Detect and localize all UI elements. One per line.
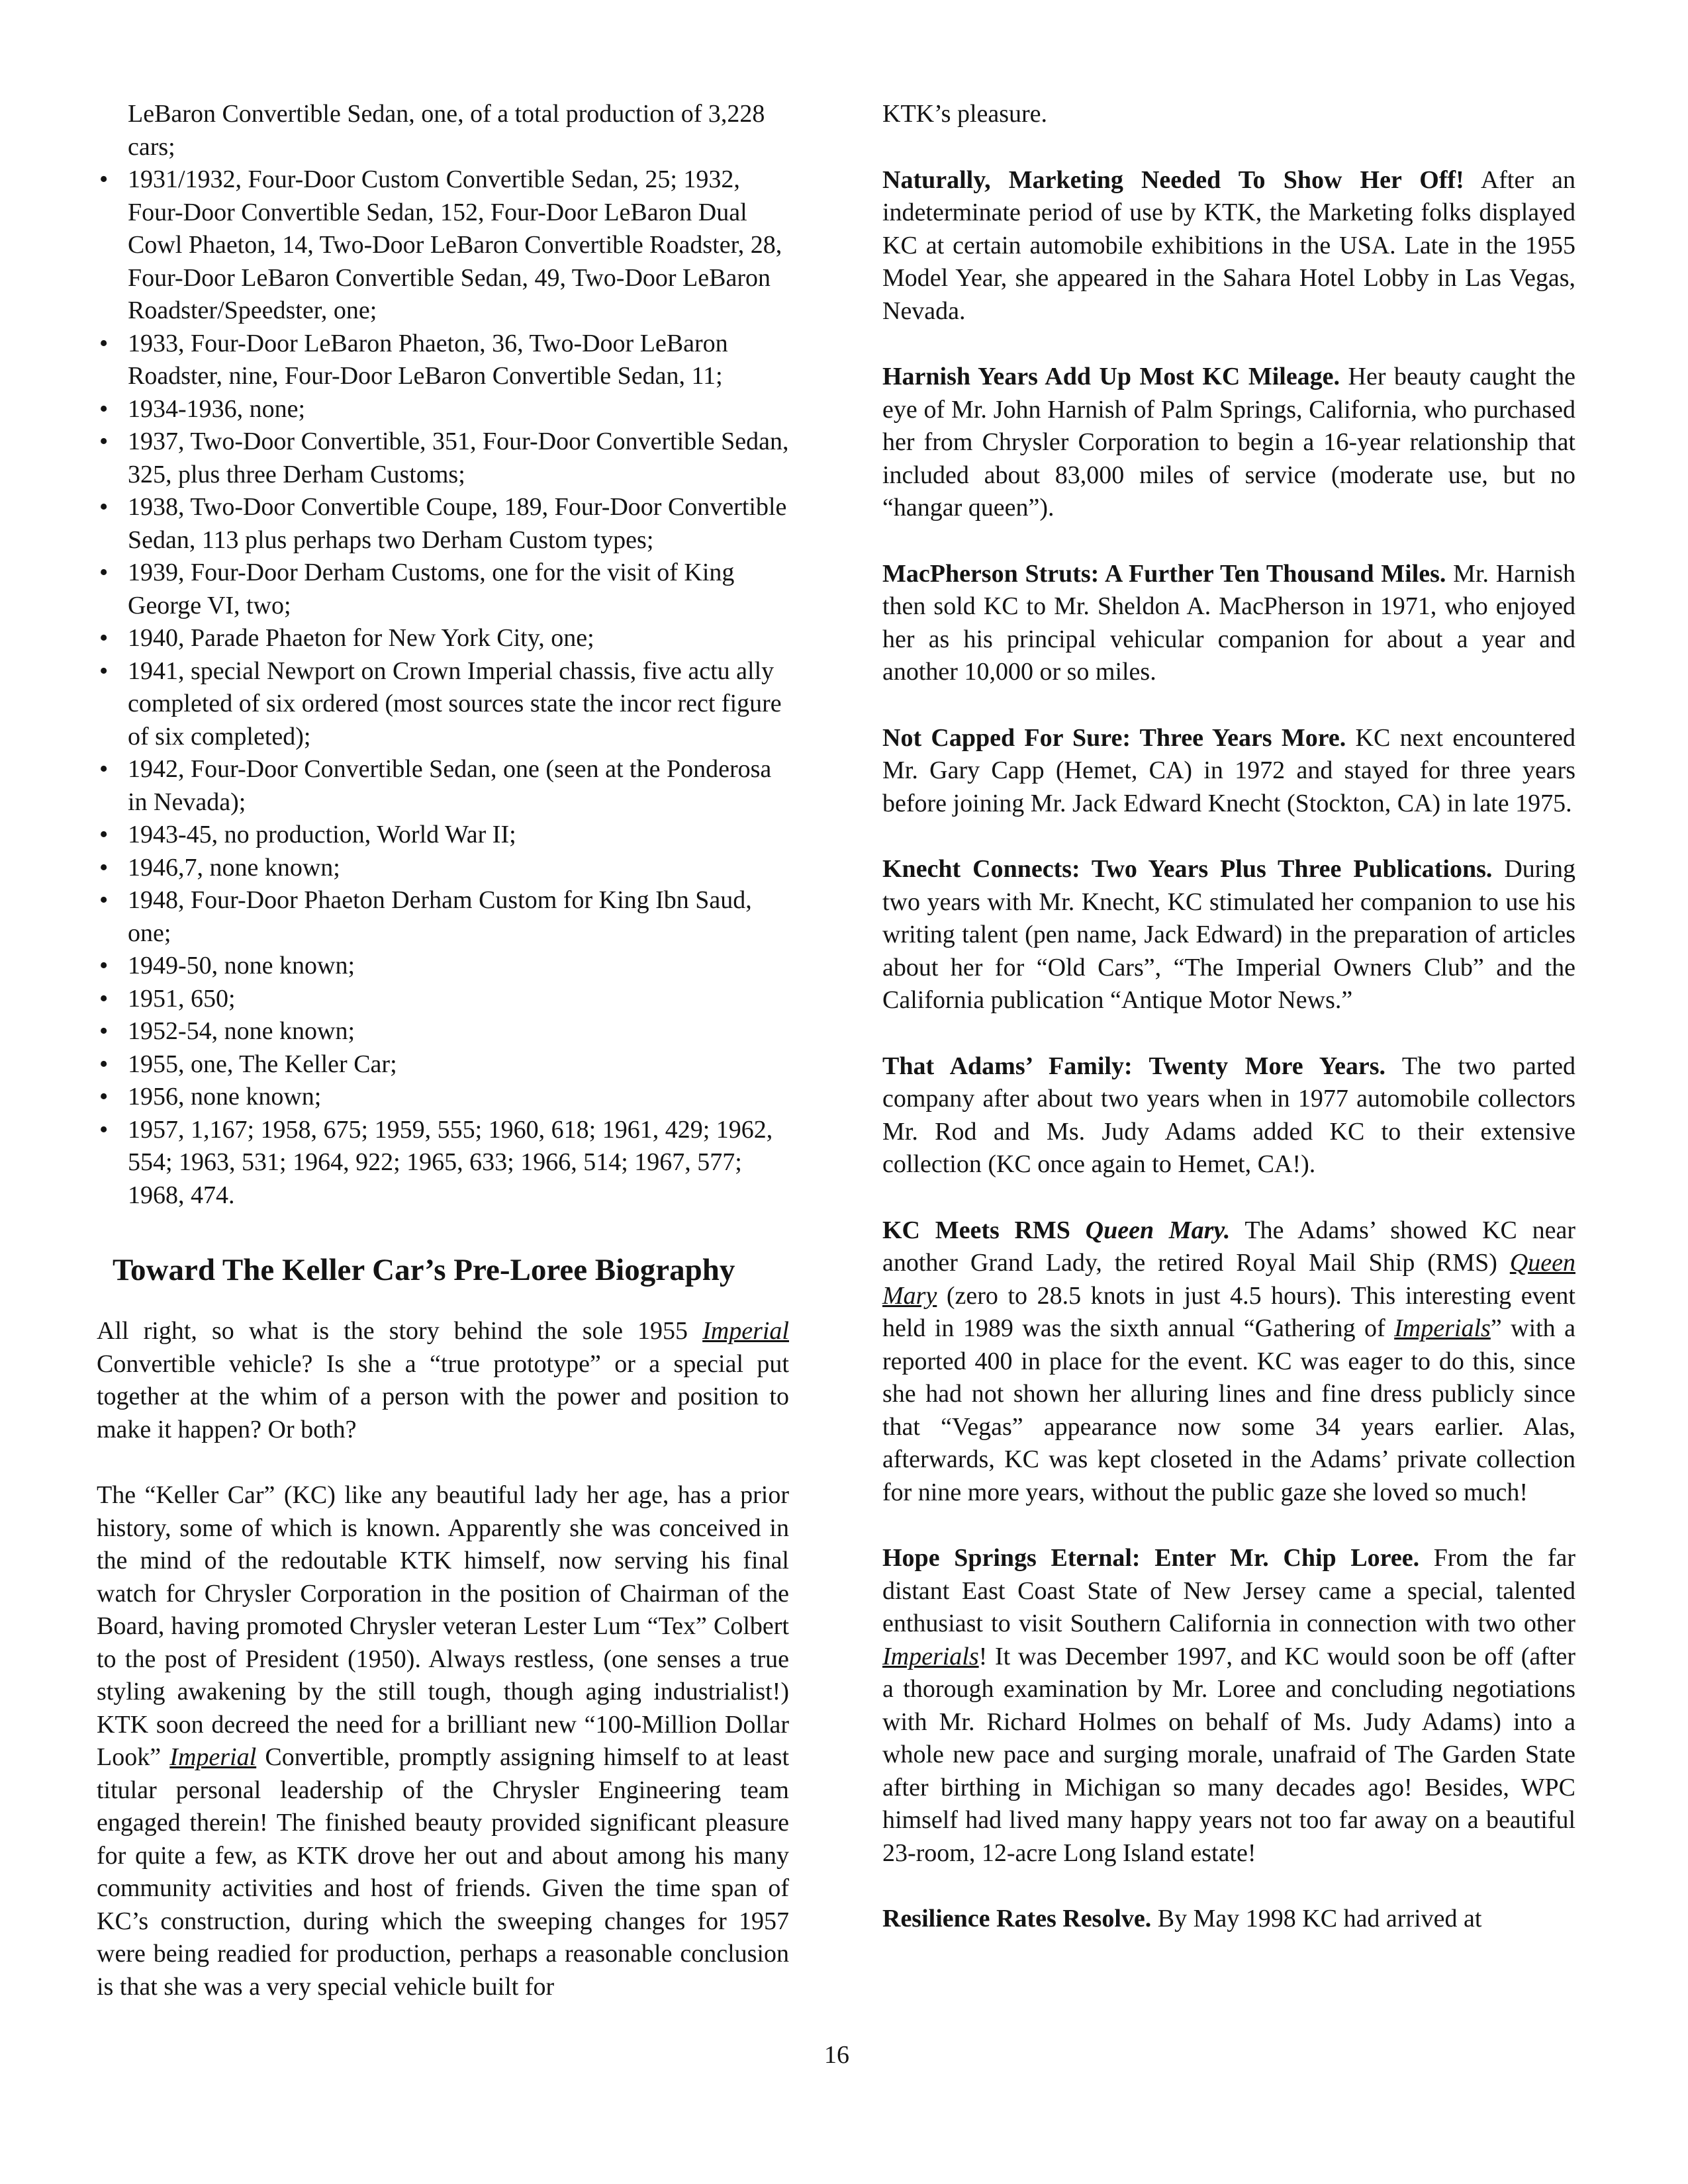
- right-column: [882, 98, 1575, 1936]
- list-item: • 1957, 1,167; 1958, 675; 1959, 555; 1960, 618; 1961, 429; 1962, 554; 1963, 531; 1964, 922; 1965, 633; 1966, 514; 1967, 577; 1968, 474.: [97, 1114, 789, 1212]
- paragraph-heading: Not Capped For Sure: Three Years More.: [882, 723, 1346, 752]
- list-item: • 1952-54, none known;: [97, 1015, 789, 1048]
- list-item: • 1942, Four-Door Convertible Sedan, one (seen at the Ponderosa in Nevada);: [97, 753, 789, 819]
- paragraph: All right, so what is the story behind the sole 1955 Imperial Convertible vehicle? Is she a “true prototype” or a special put together at the whim of a person with the power and position to make it happen? Or both?: [97, 1317, 789, 1443]
- list-item: • 1941, special Newport on Crown Imperial chassis, five actu ally completed of six ordered (most sources state the incor rect figure of six completed);: [97, 655, 789, 754]
- list-item: • 1956, none known;: [97, 1081, 789, 1114]
- paragraph: Resilience Rates Resolve. By May 1998 KC had arrived at: [882, 1905, 1482, 1933]
- production-list: [97, 163, 789, 1212]
- left-column: [97, 98, 789, 2003]
- paragraph-heading: MacPherson Struts: A Further Ten Thousand Miles.: [882, 559, 1446, 588]
- paragraph: KTK’s pleasure.: [882, 100, 1048, 128]
- paragraph-heading: Harnish Years Add Up Most KC Mileage.: [882, 363, 1340, 390]
- paragraph-heading: Naturally, Marketing Needed To Show Her Off!: [882, 165, 1464, 194]
- list-item: • 1949-50, none known;: [97, 950, 789, 983]
- list-item: • 1943-45, no production, World War II;: [97, 819, 789, 852]
- paragraph: KC Meets RMS Queen Mary. The Adams’ showed KC near another Grand Lady, the retired Royal Mail Ship (RMS) Queen Mary (zero to 28.5 knots in just 4.5 hours). This interesting event held in 1989 was the sixth annual “Gathering of Imperials” with a reported 400 in place for the event. KC was eager to do this, since she had not shown her alluring lines and fine dress publicly since that “Vegas” appearance now some 34 years earlier. Alas, afterwards, KC was kept closeted in the Adams’ private collection for nine more years, without the public gaze she loved so much!: [882, 1216, 1575, 1506]
- list-item: • 1933, Four-Door LeBaron Phaeton, 36, Two-Door LeBaron Roadster, nine, Four-Door LeBaron Convertible Sedan, 11;: [97, 328, 789, 393]
- paragraph: Knecht Connects: Two Years Plus Three Publications. During two years with Mr. Knecht, KC stimulated her companion to use his writing talent (pen name, Jack Edward) in the preparation of articles about her for “Old Cars”, “The Imperial Owners Club” and the California publication “Antique Motor News.”: [882, 855, 1576, 1014]
- paragraph: Not Capped For Sure: Three Years More. KC next encountered Mr. Gary Capp (Hemet, CA) in 1972 and stayed for three years before joining Mr. Jack Edward Knecht (Stockton, CA) in late 1975.: [882, 723, 1575, 817]
- paragraph: Naturally, Marketing Needed To Show Her Off! After an indeterminate period of use by KTK, the Marketing folks displayed KC at certain automobile exhibitions in the USA. Late in the 1955 Model Year, she appeared in the Sahara Hotel Lobby in Las Vegas, Nevada.: [882, 165, 1575, 325]
- list-item: • 1951, 650;: [97, 983, 789, 1016]
- list-item: • 1934-1936, none;: [97, 393, 789, 426]
- list-intro: LeBaron Convertible Sedan, one, of a total production of 3,228 cars;: [128, 100, 765, 161]
- list-item: • 1946,7, none known;: [97, 852, 789, 885]
- section-title: Toward The Keller Car’s Pre-Loree Biography: [113, 1253, 735, 1287]
- paragraph: MacPherson Struts: A Further Ten Thousand Miles. Mr. Harnish then sold KC to Mr. Sheldon A. MacPherson in 1971, who enjoyed her as his principal vehicular companion for about a year and another 10,000 or so miles.: [882, 559, 1576, 686]
- list-item: • 1937, Two-Door Convertible, 351, Four-Door Convertible Sedan, 325, plus three Derham Customs;: [97, 426, 789, 491]
- paragraph: The “Keller Car” (KC) like any beautiful lady her age, has a prior history, some of which is known. Apparently she was conceived in the mind of the redoutable KTK himself, now serving his final watch for Chrysler Corporation in the position of Chairman of the Board, having promoted Chrysler veteran Lester Lum “Tex” Colbert to the post of President (1950). Always restless, (one senses a true styling awakening by the still tough, though aging industrialist!) KTK soon decreed the need for a brilliant new “100-Million Dollar Look” Imperial Convertible, promptly assigning himself to at least titular personal leadership of the Chrysler Engineering team engaged therein! The finished beauty provided significant pleasure for quite a few, as KTK drove her out and about among his many community activities and host of friends. Given the time span of KC’s construction, during which the sweeping changes for 1957 were being readied for production, perhaps a reasonable conclusion is that she was a very special vehicle built for: [97, 1481, 790, 2001]
- paragraph-heading: Resilience Rates Resolve.: [882, 1905, 1152, 1933]
- list-item: • 1955, one, The Keller Car;: [97, 1048, 789, 1081]
- paragraph-heading: KC Meets RMS: [882, 1216, 1086, 1244]
- list-item: • 1940, Parade Phaeton for New York City, one;: [97, 622, 789, 655]
- paragraph: Hope Springs Eternal: Enter Mr. Chip Loree. From the far distant East Coast State of New Jersey came a special, talented enthusiast to visit Southern California in connection with two other Imperials! It was December 1997, and KC would soon be off (after a thorough examination by Mr. Loree and concluding negotiations with Mr. Richard Holmes on behalf of Ms. Judy Adams) into a whole new pace and surging morale, unafraid of The Garden State after birthing in Michigan so many decades ago! Besides, WPC himself had lived many happy years not too far away on a beautiful 23-room, 12-acre Long Island estate!: [882, 1544, 1576, 1867]
- list-item: • 1931/1932, Four-Door Custom Convertible Sedan, 25; 1932, Four-Door Convertible Sedan, 152, Four-Door LeBaron Dual Cowl Phaeton, 14, Two-Door LeBaron Convertible Roadster, 28, Four-Door LeBaron Convertible Sedan, 49, Two-Door LeBaron Roadster/Speedster, one;: [97, 163, 789, 328]
- list-item: • 1938, Two-Door Convertible Coupe, 189, Four-Door Convertible Sedan, 113 plus perhaps two Derham Custom types;: [97, 491, 789, 557]
- list-item: • 1948, Four-Door Phaeton Derham Custom for King Ibn Saud, one;: [97, 884, 789, 950]
- paragraph: Harnish Years Add Up Most KC Mileage. Her beauty caught the eye of Mr. John Harnish of Palm Springs, California, who purchased her from Chrysler Corporation to begin a 16-year relationship that included about 83,000 miles of service (moderate use, but no “hangar queen”).: [882, 363, 1576, 522]
- paragraph-heading: Knecht Connects: Two Years Plus Three Publications.: [882, 855, 1493, 883]
- page-number: 16: [824, 2041, 849, 2069]
- list-item: • 1939, Four-Door Derham Customs, one for the visit of King George VI, two;: [97, 557, 789, 622]
- paragraph: That Adams’ Family: Twenty More Years. The two parted company after about two years when in 1977 automobile collectors Mr. Rod and Ms. Judy Adams added KC to their extensive collection (KC once again to Hemet, CA!).: [882, 1052, 1575, 1178]
- paragraph-heading: Hope Springs Eternal: Enter Mr. Chip Loree.: [882, 1544, 1420, 1572]
- paragraph-heading: That Adams’ Family: Twenty More Years.: [882, 1052, 1385, 1080]
